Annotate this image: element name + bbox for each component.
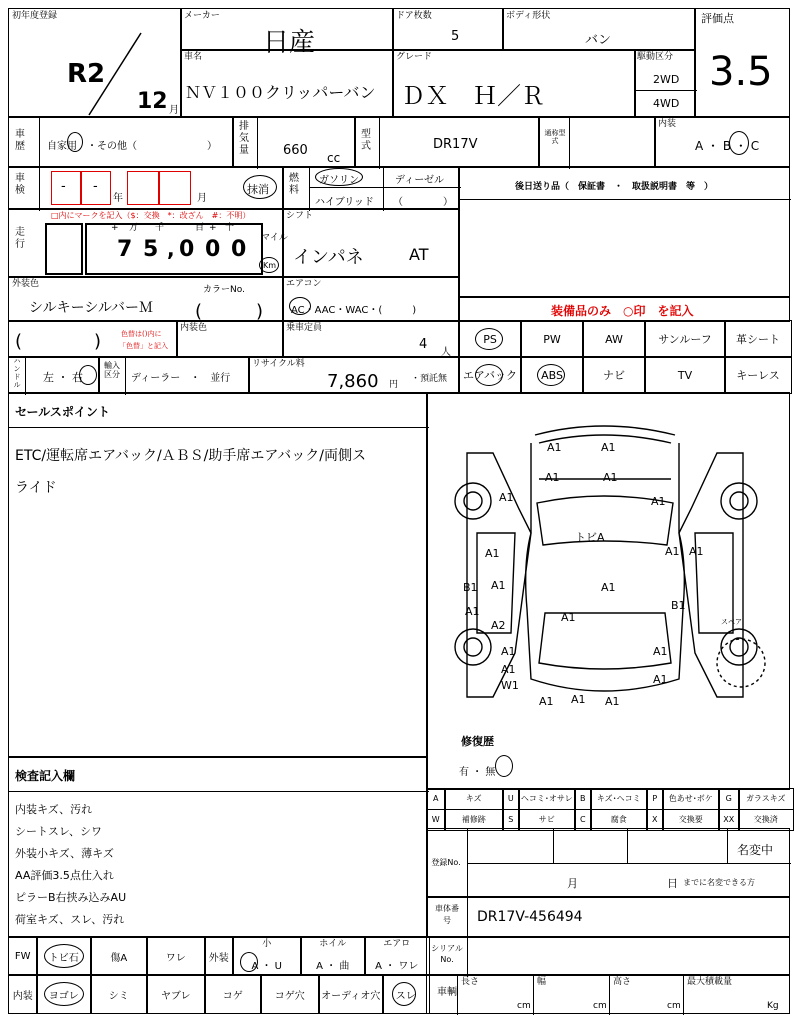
- recycle-unit: 円: [389, 380, 399, 390]
- inspection-divider: [9, 791, 429, 792]
- ac-label: エアコン: [286, 279, 322, 289]
- fuel-cell: [282, 166, 460, 210]
- legend-text: 補修跡: [461, 815, 486, 825]
- legend-text: S: [508, 815, 514, 825]
- reg-col-3: [727, 829, 728, 863]
- fw-cell: [204, 936, 234, 976]
- dims-kg: Kg: [767, 1001, 779, 1011]
- legend-text: W: [431, 815, 440, 825]
- damage-mark: A1: [651, 495, 666, 508]
- legend-cell: [662, 788, 720, 810]
- fw-label: 傷A: [110, 952, 128, 964]
- damage-mark: A1: [601, 441, 616, 454]
- shaken-box-4: [159, 171, 191, 205]
- shaken-dash-1: -: [61, 179, 66, 194]
- equipment-label: ABS: [541, 368, 563, 382]
- drive-4wd: 4WD: [653, 97, 680, 110]
- damage-mark: W1: [501, 679, 519, 692]
- inspection-line: ピラーB右挟み込みAU: [15, 891, 127, 904]
- score-cell: [694, 8, 790, 118]
- interior-damage-cell: [260, 974, 320, 1014]
- damage-mark: A1: [547, 441, 562, 454]
- interior-damage-cell: [204, 974, 262, 1014]
- serial-divider: [467, 937, 468, 977]
- mileage-plus-1: +: [111, 223, 119, 233]
- docs-divider: [459, 199, 791, 200]
- dims-wid: 幅: [537, 977, 547, 987]
- interior-damage-label: 内装: [12, 990, 33, 1002]
- mileage-juu: 十: [225, 223, 235, 233]
- interior-damage-label: オーディオ穴: [321, 990, 381, 1002]
- first-registration-label: 初年度登録: [12, 11, 58, 21]
- maker-label: メーカー: [184, 11, 220, 21]
- repair-circle: [495, 755, 513, 777]
- car-name-cell: [180, 49, 394, 118]
- shaken-label-divider: [39, 167, 40, 211]
- fuel-label-divider: [309, 167, 310, 211]
- equipment-row-2: [458, 356, 790, 394]
- legend-text: キズ･ヘコミ: [596, 794, 641, 804]
- fw-label: トビ石: [48, 952, 79, 964]
- damage-mark: A1: [499, 491, 514, 504]
- import-label: 輸入区分: [104, 361, 120, 379]
- shift-cell: [282, 208, 460, 278]
- registration-cell: [426, 828, 790, 898]
- drive-2wd: 2WD: [653, 73, 680, 86]
- equipment-label: PS: [483, 332, 497, 346]
- damage-mark: A1: [539, 695, 554, 708]
- dims-max: 最大積載量: [687, 977, 733, 987]
- dims-len: 長さ: [461, 977, 480, 987]
- interior-damage-label: ヨゴレ: [48, 990, 79, 1002]
- damage-mark: A1: [501, 645, 516, 658]
- mileage-mile: マイル: [261, 233, 288, 243]
- legend-text: 交換済: [753, 815, 778, 825]
- equipment-label: キーレス: [736, 369, 780, 382]
- mileage-digit: 0: [205, 237, 221, 262]
- equipment-label: 革シート: [736, 333, 780, 346]
- fuel-col-divider: [383, 167, 384, 211]
- inspection-cell: [8, 756, 428, 938]
- legend-cell: [646, 788, 664, 810]
- shift-type: AT: [409, 245, 429, 264]
- equipment-circle: [537, 364, 565, 386]
- recycle: 7,860: [327, 371, 379, 392]
- doors-cell: [392, 8, 504, 51]
- legend-cell: [518, 788, 576, 810]
- repair-title: 修復歴: [461, 735, 494, 748]
- fw-cell: [146, 936, 206, 976]
- recycle-label: リサイクル料: [252, 359, 305, 369]
- drive-cell: [634, 49, 696, 118]
- fuel-other: （ ）: [393, 197, 453, 208]
- damage-legend: [426, 788, 790, 830]
- equipment-label: ナビ: [603, 369, 625, 382]
- fw-ext-cell: [364, 936, 430, 976]
- shaken-year-unit: 年: [113, 193, 123, 204]
- common-model-cell: [538, 116, 656, 168]
- damage-mark: A1: [603, 471, 618, 484]
- inspection-line: 外装小キズ、薄キズ: [15, 847, 114, 860]
- legend-cell: [590, 788, 648, 810]
- interior-damage-label: コゲ: [222, 990, 243, 1002]
- dims-cell: [426, 974, 790, 1014]
- handle: 左 ・ 右: [43, 371, 83, 384]
- interior-damage-cell: [90, 974, 148, 1014]
- interior-damage-label: コゲ穴: [274, 990, 305, 1002]
- spare-label: スペア: [721, 618, 742, 626]
- sales-title: セールスポイント: [15, 405, 110, 419]
- grade-cell: [392, 49, 636, 118]
- interior-damage-label: スレ: [395, 990, 416, 1002]
- damage-mark: A1: [545, 471, 560, 484]
- legend-text: C: [579, 815, 586, 825]
- fw-label: 外装: [208, 952, 229, 964]
- shaken-cell: [8, 166, 284, 210]
- fw-ext-val: A ・ U: [251, 961, 283, 972]
- history-cell: [8, 116, 234, 168]
- reg-month: 月: [567, 877, 578, 890]
- legend-text: G: [725, 794, 732, 804]
- mileage-sen: 千: [155, 223, 165, 233]
- shaken-box-1: [51, 171, 81, 205]
- equipment-item: [520, 320, 584, 358]
- fw-ext-head: 小: [262, 939, 272, 949]
- ac: AC・AAC・WAC・( ): [291, 305, 417, 316]
- common-model-label: 通称型式: [544, 129, 566, 145]
- damage-mark: A1: [653, 645, 668, 658]
- first-reg-month: 12: [137, 89, 168, 114]
- damage-mark: A2: [491, 619, 506, 632]
- equipment-item: [644, 356, 726, 394]
- mileage-digit: 0: [179, 237, 195, 262]
- body-cell: [502, 8, 696, 51]
- sales-line-1: ETC/運転席エアバック/ＡＢＳ/助手席エアバック/両側ス: [15, 448, 366, 464]
- legend-text: A: [433, 794, 439, 804]
- inspection-line: 内装キズ、汚れ: [15, 803, 93, 816]
- legend-cell: [502, 788, 520, 810]
- mileage-box-main: [45, 223, 83, 275]
- sales-divider: [9, 427, 429, 428]
- doors: 5: [451, 29, 460, 44]
- legend-text: U: [507, 794, 514, 804]
- reg-day: 日: [667, 877, 678, 890]
- damage-mark: A1: [465, 605, 480, 618]
- handle-divider: [25, 357, 26, 395]
- reg-label: 登録No.: [431, 858, 461, 867]
- vin: DR17V-456494: [477, 909, 583, 925]
- mileage-km: Km: [263, 261, 277, 270]
- sales-cell: [8, 392, 428, 758]
- equip-title: 装備品のみ ○印 を記入: [551, 304, 694, 318]
- fw-label: FW: [14, 950, 31, 962]
- interior-circle: [392, 982, 416, 1006]
- interior-damage-label: シミ: [108, 990, 129, 1002]
- red-note-1: 色替は()内に: [121, 330, 162, 338]
- fw-ext-head: エアロ: [383, 939, 411, 949]
- interior: A ・ B ・ C: [695, 139, 760, 153]
- vin-label: 車体番号: [435, 904, 459, 925]
- displacement-unit: cc: [327, 151, 341, 165]
- reg-col-2: [627, 829, 628, 863]
- legend-text: 色あせ･ボケ: [668, 794, 713, 804]
- equipment-circle: [475, 364, 503, 386]
- seats: 4: [419, 337, 428, 352]
- equipment-label: PW: [543, 332, 561, 346]
- int-color-label: 内装色: [180, 323, 208, 333]
- fuel-gas-circle: [315, 168, 363, 186]
- mileage-man: 万: [129, 223, 139, 233]
- shaken-box-3: [127, 171, 159, 205]
- displacement-label: 排気量: [239, 121, 249, 156]
- fuel-label: 燃料: [289, 173, 299, 196]
- dims-label: 車輌: [437, 987, 457, 998]
- ac-cell: [282, 276, 460, 322]
- fuel-gas: ガソリン: [319, 175, 359, 186]
- fw-label: ワレ: [165, 952, 186, 964]
- int-color-cell: [176, 320, 284, 358]
- shift: インパネ: [293, 247, 364, 268]
- legend-text: ガラスキズ: [745, 794, 786, 804]
- displacement: 660: [283, 143, 308, 158]
- diagram-cell: [426, 392, 790, 790]
- color-change-cell: [8, 320, 178, 358]
- inspection-title: 検査記入欄: [15, 769, 76, 783]
- mileage-hyaku: 百: [195, 223, 205, 233]
- repair-value: 有 ・ 無: [459, 767, 496, 778]
- dims-hgt-cm: cm: [667, 1001, 681, 1011]
- history-label: 車歴: [15, 129, 25, 152]
- interior-label: 内装: [658, 119, 677, 129]
- model-label: 型式: [361, 129, 371, 152]
- mileage-digit: ,: [167, 237, 175, 261]
- fw-ext-head: ホイル: [319, 939, 347, 949]
- equipment-label: エアバック: [462, 369, 518, 382]
- model-cell: [354, 116, 540, 168]
- legend-text: 交換要: [678, 815, 703, 825]
- mileage-plus-2: +: [209, 223, 217, 233]
- era: R2: [67, 59, 106, 89]
- shift-label: シフト: [286, 211, 314, 221]
- handle-circle: [79, 365, 97, 385]
- score-label: 評価点: [701, 12, 734, 25]
- equipment-circle: [475, 328, 503, 350]
- reg-deadline: までに名変できる方: [683, 878, 755, 887]
- drive-divider: [635, 90, 697, 91]
- maker: 日産: [263, 28, 316, 58]
- damage-mark: A1: [665, 545, 680, 558]
- mileage-digit: 0: [231, 237, 247, 262]
- equipment-item: [724, 320, 792, 358]
- interior-damage-label: ヤブレ: [160, 990, 191, 1002]
- seats-cell: [282, 320, 460, 358]
- common-label-divider: [569, 117, 570, 169]
- dims-col-3: [683, 975, 684, 1015]
- import: ディーラー ・ 並行: [131, 373, 231, 384]
- fw-cell: [90, 936, 148, 976]
- import-cell: [98, 356, 250, 394]
- interior-damage-cell: [318, 974, 384, 1014]
- legend-cell: [426, 788, 446, 810]
- damage-mark: A1: [601, 581, 616, 594]
- fw-cell: [8, 936, 38, 976]
- car-diagram: [427, 413, 791, 713]
- car-name-label: 車名: [184, 52, 203, 62]
- damage-mark: B1: [463, 581, 478, 594]
- mileage-label: 走行: [15, 227, 25, 250]
- history: 自家用 ・その他（ ）: [47, 141, 217, 152]
- body: バン: [585, 33, 612, 48]
- fuel-mid-divider: [309, 187, 461, 188]
- interior-damage-cell: [146, 974, 206, 1014]
- model: DR17V: [433, 137, 478, 152]
- damage-mark: A1: [605, 695, 620, 708]
- km-circle: [259, 257, 279, 273]
- fw-ext-val: A ・ 曲: [316, 961, 350, 972]
- drive-label: 駆動区分: [637, 52, 674, 62]
- shaken-dash-2: -: [93, 179, 98, 194]
- mileage-digit: 7: [117, 237, 133, 262]
- interior-circle: [44, 982, 84, 1006]
- interior-damage-cell: [8, 974, 38, 1014]
- interior-damage-row: [8, 974, 428, 1014]
- reg-divider: [467, 829, 468, 899]
- fw-ext-cell: [300, 936, 366, 976]
- legend-text: XX: [723, 815, 735, 825]
- seats-unit: 人: [441, 347, 451, 358]
- dims-wid-cm: cm: [593, 1001, 607, 1011]
- deposit: ・預託無: [411, 374, 448, 384]
- damage-mark: A1: [689, 545, 704, 558]
- ext-color-label: 外装色: [12, 279, 40, 289]
- legend-text: サビ: [538, 815, 555, 825]
- legend-text: B: [580, 794, 586, 804]
- shaken-month-unit: 月: [197, 193, 207, 204]
- equipment-item: [644, 320, 726, 358]
- legend-text: キズ: [465, 794, 482, 804]
- doors-label: ドア枚数: [396, 11, 432, 21]
- serial-cell: [426, 936, 790, 976]
- dims-len-cm: cm: [517, 1001, 531, 1011]
- equipment-item: [724, 356, 792, 394]
- inspection-line: AA評価3.5点仕入れ: [15, 869, 114, 882]
- history-circle: [67, 132, 83, 152]
- damage-mark: A1: [491, 579, 506, 592]
- import-divider: [125, 357, 126, 395]
- interior-circle: [729, 131, 749, 155]
- equipment-label: AW: [605, 332, 623, 346]
- interior-cell: [654, 116, 790, 168]
- displacement-cell: [232, 116, 356, 168]
- model-label-divider: [379, 117, 380, 169]
- score: 3.5: [709, 49, 773, 95]
- mileage-cell: [8, 208, 288, 278]
- fw-row: [8, 936, 428, 976]
- color-no: ( ): [195, 301, 264, 322]
- body-label: ボディ形状: [506, 11, 551, 21]
- legend-cell: [444, 788, 504, 810]
- damage-mark: B1: [671, 599, 686, 612]
- reg-mid-divider: [467, 863, 791, 864]
- damage-mark: A1: [485, 547, 500, 560]
- fuel-hybrid: ハイブリッド: [315, 197, 374, 208]
- fuel-diesel: ディーゼル: [395, 175, 444, 186]
- equipment-item: [582, 356, 646, 394]
- mileage-note: □内にマークを記入（$：交換 *：改ざん #：不明）: [51, 211, 251, 220]
- vin-divider: [467, 897, 468, 939]
- damage-mark: A1: [501, 663, 516, 676]
- color-change-paren: ( ): [15, 331, 102, 352]
- equip-title-cell: [458, 296, 790, 322]
- inspection-line: シートスレ、シワ: [15, 825, 103, 838]
- name-change: 名変中: [737, 843, 774, 857]
- fw-ext-circle: [240, 952, 258, 972]
- shaken-label: 車検: [15, 173, 25, 196]
- dims-col-1: [533, 975, 534, 1015]
- legend-cell: [718, 788, 740, 810]
- shaken-expired: 抹消: [247, 183, 269, 196]
- handle-label: ハンドル: [13, 357, 21, 389]
- seats-label: 乗車定員: [286, 323, 323, 333]
- legend-text: X: [652, 815, 658, 825]
- recycle-cell: [248, 356, 460, 394]
- fw-ext-val: A ・ ワレ: [375, 961, 419, 972]
- expired-circle: [243, 175, 277, 199]
- ext-color: シルキーシルバーＭ: [29, 300, 154, 316]
- handle-cell: [8, 356, 100, 394]
- dims-hgt: 高さ: [613, 977, 632, 987]
- mileage-digit: 5: [143, 237, 159, 262]
- legend-text: ヘコミ･オサレ: [520, 794, 573, 804]
- ext-color-cell: [8, 276, 284, 322]
- first-registration-cell: [8, 8, 182, 118]
- equipment-label: TV: [677, 368, 693, 382]
- equipment-item: [582, 320, 646, 358]
- damage-mark: トビA: [575, 531, 605, 544]
- red-note-2: 「色替」と記入: [119, 342, 168, 350]
- reg-col-1: [553, 829, 554, 863]
- docs-cell: [458, 166, 790, 298]
- equipment-row-1: [458, 320, 790, 358]
- legend-text: 腐食: [610, 815, 627, 825]
- legend-cell: [738, 788, 794, 810]
- equipment-label: サンルーフ: [658, 333, 712, 346]
- car-name: ＮＶ１００クリッパーバン: [185, 83, 376, 102]
- damage-mark: A1: [653, 673, 668, 686]
- inspection-line: 荷室キズ、スレ、汚れ: [15, 913, 125, 926]
- docs-text: 後日送り品（ 保証書 ・ 取扱説明書 等 ）: [515, 182, 714, 192]
- damage-mark: A1: [561, 611, 576, 624]
- legend-text: P: [652, 794, 658, 804]
- ac-circle: [289, 297, 311, 315]
- damage-mark: A1: [571, 693, 586, 706]
- history-label-divider: [39, 117, 40, 169]
- month-unit: 月: [169, 105, 179, 116]
- grade: ＤＸ Ｈ／Ｒ: [401, 82, 545, 110]
- grade-label: グレード: [396, 52, 433, 62]
- dims-col-2: [609, 975, 610, 1015]
- disp-label-divider: [257, 117, 258, 169]
- sales-line-2: ライド: [15, 480, 57, 496]
- serial-label: シリアルNo.: [431, 944, 463, 964]
- fw-circle: [44, 944, 84, 968]
- color-no-label: カラーNo.: [203, 285, 245, 295]
- legend-cell: [574, 788, 592, 810]
- vin-cell: [426, 896, 790, 938]
- dims-divider: [457, 975, 458, 1015]
